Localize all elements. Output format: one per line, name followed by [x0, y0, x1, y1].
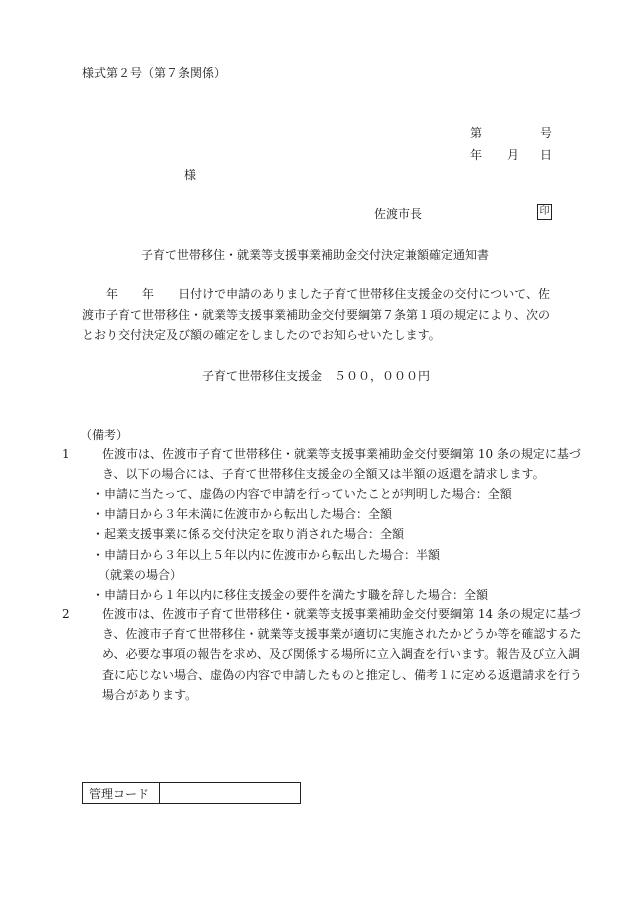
issue-number-suffix: 号 — [540, 126, 553, 140]
addressee-honorific: 様 — [184, 168, 197, 182]
date-day-label: 日 — [540, 148, 553, 162]
management-code-value — [160, 783, 301, 804]
issuer-name: 佐渡市長 — [374, 207, 423, 221]
note-1-text: 佐渡市は、佐渡市子育て世帯移住・就業等支援事業補助金交付要綱第 10 条の規定に基づき、以下の場合には、子育て世帯移住支援金の全額又は半額の返還を請求します。 — [102, 447, 581, 482]
list-item: ・申請日から１年以内に移住支援金の要件を満たす職を辞した場合：全額 — [92, 588, 489, 603]
list-item: ・申請日から３年以上５年以内に佐渡市から転出した場合：半額 — [92, 547, 441, 562]
employment-case-heading: （就業の場合） — [98, 567, 183, 582]
list-item: ・申請に当たって、虚偽の内容で申請を行っていたことが判明した場合：全額 — [92, 487, 512, 501]
management-code-label: 管理コード — [83, 783, 160, 804]
seal-mark: 印 — [537, 204, 552, 220]
list-item: ・申請日から３年未満に佐渡市から転出した場合：全額 — [92, 507, 393, 522]
date-month-label: 月 — [507, 148, 520, 162]
issue-number-label: 第 — [470, 126, 483, 140]
note-1-number: 1 — [62, 447, 70, 461]
note-2-text: 佐渡市は、佐渡市子育て世帯移住・就業等支援事業補助金交付要綱第 14 条の規定に基づき、佐渡市子育て世帯移住・就業等支援事業が適切に実施されたかどうか等を確認するため、必要な事項の報告を求め、及び関係する場所に立入調査を行います。報告及び立入調査に応じない場合、虚偽の内容で申請したものと推定し、備考１に定める返還請求を行う場合があります。 — [102, 607, 583, 702]
note-2 — [62, 604, 583, 705]
notes-heading: （備考） — [80, 428, 129, 442]
document-title: 子育て世帯移住・就業等支援事業補助金交付決定兼額確定通知書 — [140, 248, 489, 262]
notice-body-paragraph: 年 年 日付けで申請のありました子育て世帯移住支援金の交付について、佐渡市子育て世帯移住・就業等支援事業補助金交付要綱第７条第１項の規定により、次のとおり交付決定及び額の確定をしましたのでお知らせいたします。 — [82, 287, 551, 342]
list-item: ・起業支援事業に係る交付決定を取り消された場合：全額 — [92, 527, 405, 542]
date-year-label: 年 — [470, 148, 483, 162]
grant-amount-line: 子育て世帯移住支援金 ５００，０００円 — [202, 369, 431, 383]
note-1 — [62, 444, 582, 484]
form-number: 様式第２号（第７条関係） — [82, 66, 227, 80]
repayment-conditions-list — [92, 484, 512, 605]
note-2-number: 2 — [62, 607, 70, 621]
management-code-table — [82, 782, 301, 804]
